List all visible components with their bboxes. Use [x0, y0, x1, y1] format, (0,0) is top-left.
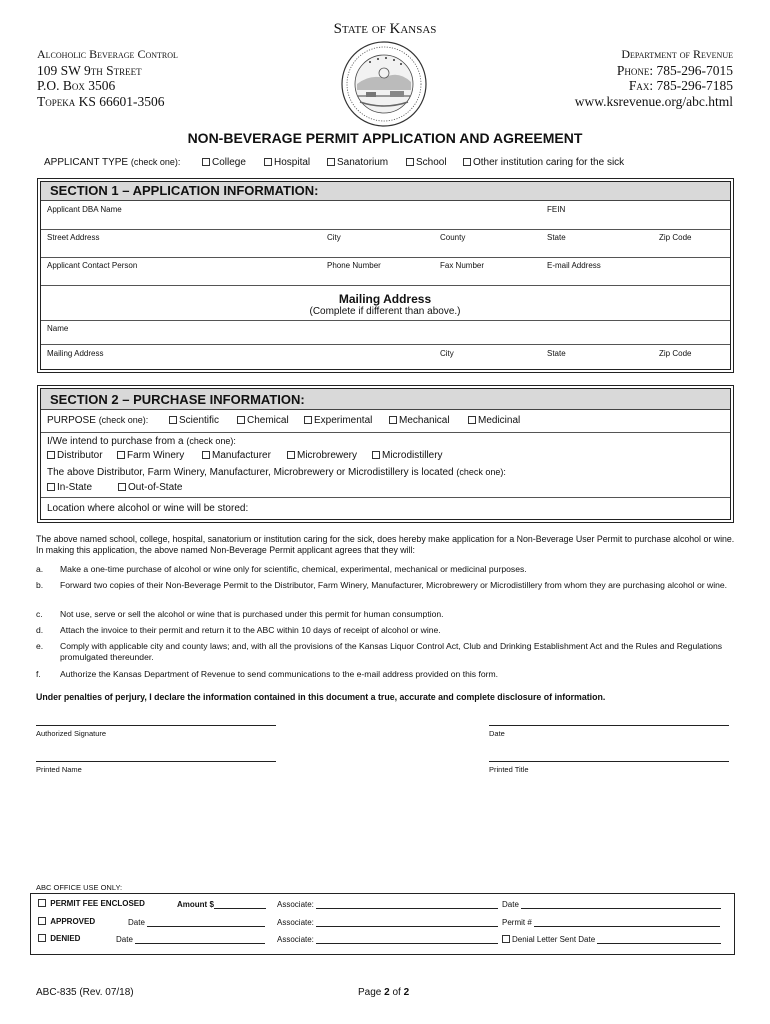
distributor-checkbox[interactable]: [47, 451, 55, 459]
source-microbrewery[interactable]: Microbrewery: [287, 450, 357, 461]
intend-label: I/We intend to purchase from a: [47, 436, 184, 447]
label-zip[interactable]: Zip Code: [659, 233, 692, 242]
label-mail-zip[interactable]: Zip Code: [659, 349, 692, 358]
medicinal-checkbox[interactable]: [468, 416, 476, 424]
section1-inner: [40, 181, 731, 370]
form-title: NON-BEVERAGE PERMIT APPLICATION AND AGREEMENT: [187, 130, 583, 146]
agency-address: [37, 47, 178, 109]
mailing-address-subtitle: (Complete if different than above.): [309, 306, 461, 317]
label-fein[interactable]: FEIN: [547, 205, 566, 214]
purpose-mechanical[interactable]: Mechanical: [389, 415, 450, 426]
label-mail-address[interactable]: Mailing Address: [47, 349, 104, 358]
phone-line: Phone: 785-296-7015: [616, 62, 733, 78]
amount-field[interactable]: Amount $: [177, 899, 266, 909]
denial-letter-field[interactable]: Denial Letter Sent Date: [502, 934, 721, 944]
experimental-checkbox[interactable]: [304, 416, 312, 424]
located-check-hint: (check one):: [456, 467, 506, 477]
applicant-type-sanatorium[interactable]: Sanatorium: [327, 157, 388, 168]
mailing-address-title: Mailing Address: [338, 292, 432, 306]
label-email[interactable]: E-mail Address: [547, 261, 601, 270]
approved-checkbox[interactable]: [38, 917, 46, 925]
applicant-type-label: APPLICANT TYPE: [44, 157, 129, 168]
denied-date-field[interactable]: Date: [116, 934, 265, 944]
s1-rule-1: [41, 229, 730, 230]
intend-row: [47, 436, 236, 447]
printed-name-line[interactable]: [36, 761, 276, 762]
college-checkbox[interactable]: [202, 158, 210, 166]
label-mail-city[interactable]: City: [440, 349, 454, 358]
label-city[interactable]: City: [327, 233, 341, 242]
office-date-field[interactable]: Date: [502, 899, 721, 909]
located-row: [47, 467, 506, 478]
printed-name-label: Printed Name: [36, 765, 82, 774]
s1-rule-4: [41, 320, 730, 321]
agreement-intro: The above named school, college, hospital, sanatorium or institution caring for the sick, does hereby make application for a Non-Beverage User Permit to purchase alcohol or wine. In making this application, the above named Non-Beverage Permit applicant agrees that they will:: [36, 534, 735, 555]
associate-field-3[interactable]: Associate:: [277, 934, 498, 944]
label-dba[interactable]: Applicant DBA Name: [47, 205, 122, 214]
s1-rule-5: [41, 344, 730, 345]
associate-field-2[interactable]: Associate:: [277, 917, 498, 927]
form-number: ABC-835 (Rev. 07/18): [36, 987, 134, 998]
website-line: www.ksrevenue.org/abc.html: [574, 93, 733, 109]
printed-title-label: Printed Title: [489, 765, 529, 774]
located-label: The above Distributor, Farm Winery, Manufacturer, Microbrewery or Microdistillery is located: [47, 467, 454, 478]
label-county[interactable]: County: [440, 233, 466, 242]
purpose-check-hint: (check one):: [98, 415, 149, 425]
section2-title: SECTION 2 – PURCHASE INFORMATION:: [41, 389, 730, 410]
denied-label: DENIED: [50, 934, 81, 943]
farm-winery-checkbox[interactable]: [117, 451, 125, 459]
applicant-type-other[interactable]: Other institution caring for the sick: [463, 157, 624, 168]
label-phone[interactable]: Phone Number: [327, 261, 381, 270]
purpose-label: PURPOSE: [47, 415, 96, 426]
fax-line: Fax: 785-296-7185: [628, 78, 733, 93]
label-state[interactable]: State: [547, 233, 566, 242]
office-row-permit-fee: [38, 899, 145, 908]
applicant-type-college[interactable]: College: [202, 157, 246, 168]
manufacturer-checkbox[interactable]: [202, 451, 210, 459]
source-microdistillery[interactable]: Microdistillery: [372, 450, 443, 461]
out-of-state-checkbox[interactable]: [118, 483, 126, 491]
source-distributor[interactable]: Distributor: [47, 450, 103, 461]
microbrewery-checkbox[interactable]: [287, 451, 295, 459]
school-checkbox[interactable]: [406, 158, 414, 166]
sanatorium-checkbox[interactable]: [327, 158, 335, 166]
location-in-state[interactable]: In-State: [47, 482, 92, 493]
applicant-type-check-hint: (check one):: [130, 157, 181, 167]
perjury-statement: Under penalties of perjury, I declare the information contained in this document a true, accurate and complete disclosure of information.: [36, 692, 606, 702]
office-use-label: ABC OFFICE USE ONLY:: [36, 883, 123, 892]
state-title: State of Kansas: [333, 21, 437, 37]
s2-rule-1: [41, 432, 730, 433]
permit-fee-checkbox[interactable]: [38, 899, 46, 907]
source-manufacturer[interactable]: Manufacturer: [202, 450, 271, 461]
scientific-checkbox[interactable]: [169, 416, 177, 424]
agency-name: Alcoholic Beverage Control: [37, 47, 178, 61]
po-box-line: P.O. Box 3506: [37, 78, 116, 93]
section1-title: SECTION 1 – APPLICATION INFORMATION:: [41, 182, 730, 201]
source-farm-winery[interactable]: Farm Winery: [117, 450, 184, 461]
applicant-type-hospital[interactable]: Hospital: [264, 157, 310, 168]
purpose-row: [47, 415, 148, 426]
page-indicator: Page 2 of 2: [358, 987, 410, 998]
purpose-experimental[interactable]: Experimental: [304, 415, 372, 426]
s2-rule-2: [41, 497, 730, 498]
purpose-chemical[interactable]: Chemical: [237, 415, 289, 426]
purpose-medicinal[interactable]: Medicinal: [468, 415, 520, 426]
in-state-checkbox[interactable]: [47, 483, 55, 491]
label-mail-state[interactable]: State: [547, 349, 566, 358]
mechanical-checkbox[interactable]: [389, 416, 397, 424]
hospital-checkbox[interactable]: [264, 158, 272, 166]
microdistillery-checkbox[interactable]: [372, 451, 380, 459]
label-street[interactable]: Street Address: [47, 233, 100, 242]
intend-check-hint: (check one):: [186, 436, 236, 446]
permit-number-field[interactable]: Permit #: [502, 917, 720, 927]
denial-letter-checkbox[interactable]: [502, 935, 510, 943]
associate-field-1[interactable]: Associate:: [277, 899, 498, 909]
street-line: 109 SW 9th Street: [37, 62, 142, 78]
storage-location-label[interactable]: Location where alcohol or wine will be stored:: [47, 503, 249, 514]
approved-date-field[interactable]: Date: [128, 917, 265, 927]
authorized-signature-line[interactable]: [36, 725, 276, 726]
printed-title-line[interactable]: [489, 761, 729, 762]
purpose-scientific[interactable]: Scientific: [169, 415, 219, 426]
applicant-type-row: [44, 157, 180, 168]
label-fax[interactable]: Fax Number: [440, 261, 485, 270]
authorized-signature-label: Authorized Signature: [36, 729, 107, 738]
chemical-checkbox[interactable]: [237, 416, 245, 424]
permit-fee-label: PERMIT FEE ENCLOSED: [50, 899, 145, 908]
signature-date-line[interactable]: [489, 725, 729, 726]
department-name: Department of Revenue: [621, 47, 733, 61]
location-out-of-state[interactable]: Out-of-State: [118, 482, 182, 493]
city-line: Topeka KS 66601-3506: [37, 93, 165, 109]
approved-label: APPROVED: [50, 917, 96, 926]
kansas-seal-icon: [340, 40, 428, 128]
label-contact[interactable]: Applicant Contact Person: [47, 261, 138, 270]
s1-rule-2: [41, 257, 730, 258]
department-contact: [575, 47, 733, 109]
label-mail-name[interactable]: Name: [47, 324, 69, 333]
signature-date-label: Date: [489, 729, 505, 738]
applicant-type-school[interactable]: School: [406, 157, 447, 168]
office-row-approved: [38, 917, 95, 926]
denied-checkbox[interactable]: [38, 934, 46, 942]
s1-rule-3: [41, 285, 730, 286]
office-row-denied: [38, 934, 80, 943]
other-checkbox[interactable]: [463, 158, 471, 166]
